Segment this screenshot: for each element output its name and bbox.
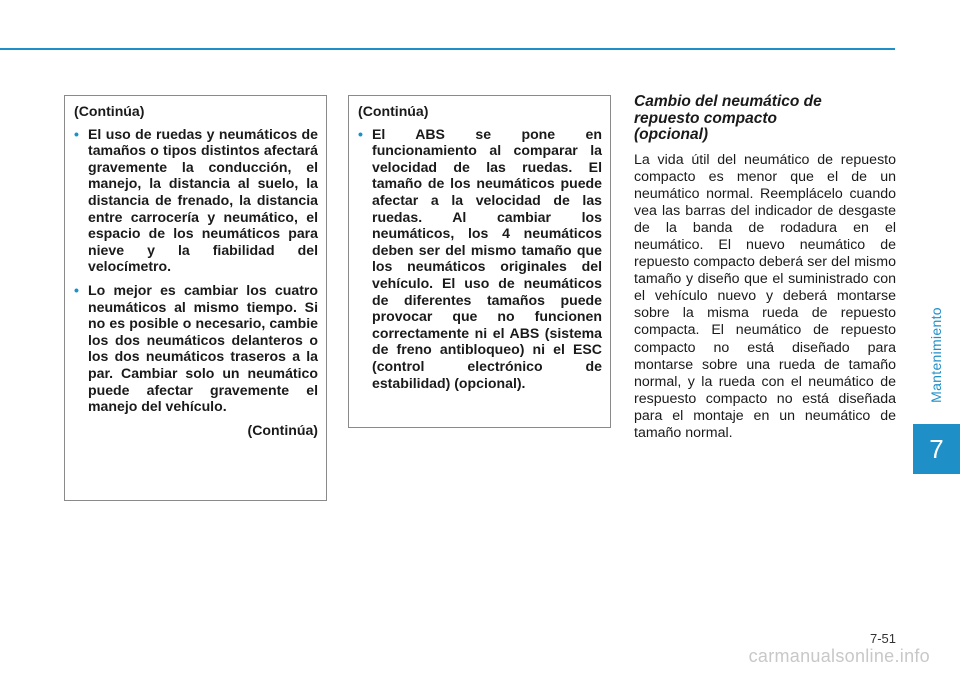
watermark: carmanualsonline.info (748, 646, 930, 666)
chapter-number: 7 (929, 433, 944, 464)
section-title (634, 94, 896, 144)
list-item (358, 126, 602, 392)
list-item (74, 126, 318, 275)
section-title-line: repuesto compacto (634, 109, 777, 127)
chapter-number-tab (913, 424, 960, 474)
bullet-icon: • (74, 125, 79, 142)
list-item-text: Lo mejor es cambiar los cuatro neumáticos al mismo tiempo. Si no es posible o necesario, cambie los dos neumáticos delanteros o los dos neumáticos traseros a la par. Cambiar solo un neumático puede afectar gravemente el manejo del vehículo. (88, 281, 318, 415)
section-title-line: Cambio del neumático de (634, 93, 822, 110)
note-list (74, 126, 318, 415)
side-tab-label-text: Mantenimiento (928, 307, 945, 403)
note-footer: (Continúa) (247, 421, 318, 438)
list-item-text: El ABS se pone en funcionamiento al comparar la velocidad de las ruedas. El tamaño de los neumáticos puede afectar a la velocidad de las ruedas. Al cambiar los neumáticos, los 4 neumáticos deben ser del mismo tamaño que los neumáticos originales del vehículo. El uso de neumáticos de diferentes tamaños puede provocar que no funcionen correctamente ni el ABS (sistema de freno antibloqueo) ni el ESC (control electrónico de estabilidad) (opcional). (372, 125, 602, 391)
page-number: 7-51 (869, 631, 896, 646)
note-box-abs (348, 95, 611, 428)
note-list (358, 126, 602, 392)
note-header: (Continúa) (74, 103, 145, 119)
section-body: La vida útil del neumático de repuesto compacto es menor que el de un neumático normal. Reemplácelo cuando vea las barras del indicador de desgaste de la banda de rodadura en el neumático. El nuevo neumático de repuesto compacto deberá ser del mismo tamaño y diseño que el suministrado con el vehículo nuevo y deberá montarse sobre la misma rueda de repuesto compacta. El neumático de repuesto compacto no está diseñado para montarse sobre una rueda de tamaño normal, y la rueda con el neumático de respuesto compacto no está diseñada para el montaje en un neumático de tamaño normal. (634, 151, 896, 441)
list-item (74, 282, 318, 415)
top-rule (0, 48, 895, 50)
side-tab-label (917, 270, 955, 440)
bullet-icon: • (74, 281, 79, 298)
section-compact-spare (634, 94, 896, 442)
section-title-line: (opcional) (634, 126, 709, 143)
bullet-icon: • (358, 125, 363, 142)
list-item-text: El uso de ruedas y neumáticos de tamaños o tipos distintos afectará gravemente la conducción, el manejo, la distancia al suelo, la distancia de frenado, la distancia entre carrocería y neumático, el espacio de los neumáticos para nieve y la fiabilidad del velocímetro. (88, 125, 318, 275)
note-box-tire-sizes (64, 95, 327, 501)
note-header: (Continúa) (358, 103, 429, 119)
